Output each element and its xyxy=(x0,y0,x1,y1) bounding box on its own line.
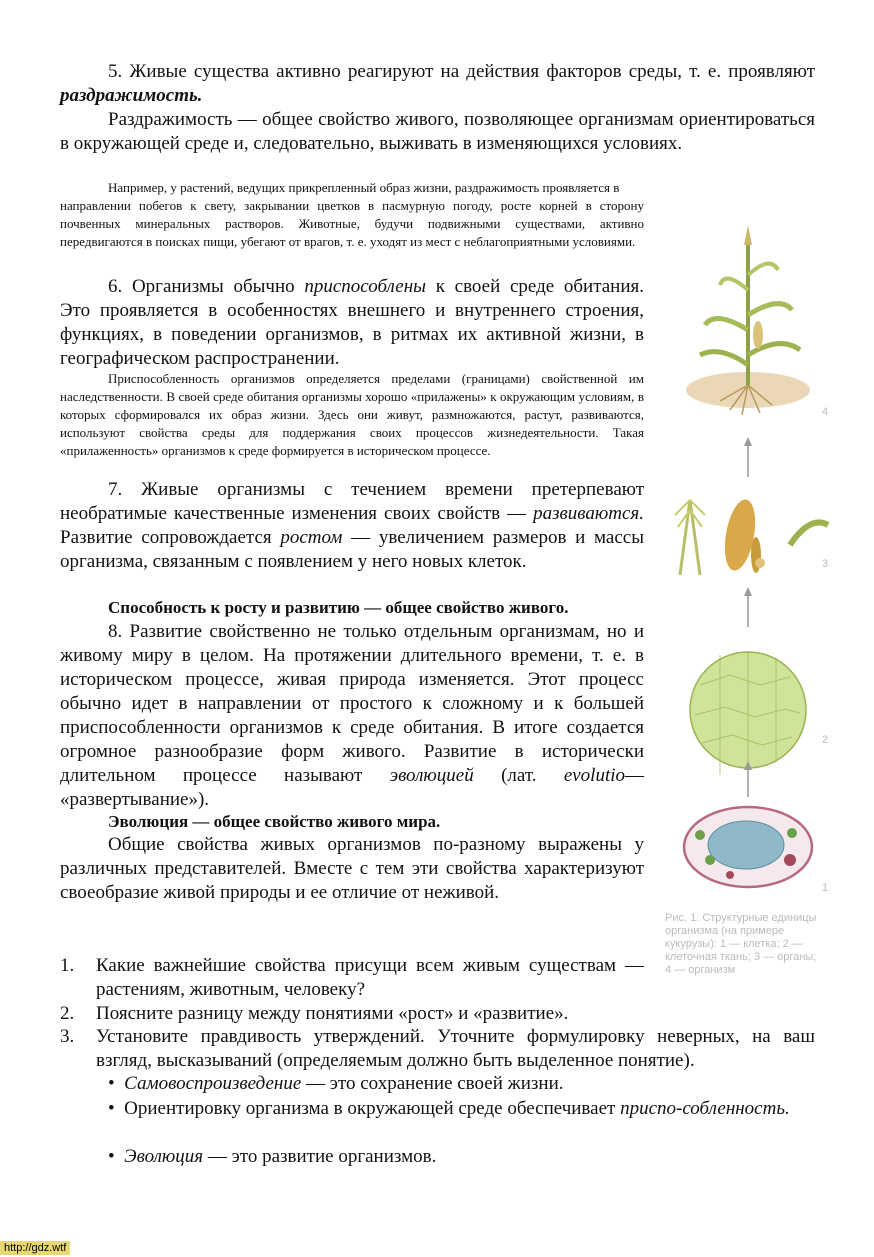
arrow-up-head xyxy=(744,437,752,446)
p5-text: 5. Живые существа активно реагируют на действия факторов среды, т. е. проявляют xyxy=(108,61,815,82)
cell-illustration xyxy=(684,807,812,887)
question-1 xyxy=(60,954,644,1002)
question-number: 2. xyxy=(60,1003,75,1024)
question-text: Установите правдивость утверждений. Уточните формулировку неверных, на ваш взгляд, высказываний (определяемым должно быть выделенное понятие). xyxy=(96,1026,815,1071)
bullet-1: • Самовоспроизведение — это сохранение своей жизни. xyxy=(108,1073,564,1094)
bullet-term: Эволюция xyxy=(124,1146,204,1167)
question-number: 3. xyxy=(60,1026,75,1047)
bold-statement-growth: Способность к росту и развитию — общее свойство живого. xyxy=(108,598,569,617)
p8-text-a: 8. Развитие свойственно не только отдельным организмам, но и живому миру в целом. На протяжении длительного времени, т. е. в историческом процессе, живая природа изменяется. Этот процесс обычно идет в направлении от простого к сложному и к большей приспособленности организмов к среде обитания. В итоге создается огромное разнообразие форм живого. Развитие в исторически длительном процессе называют xyxy=(60,621,644,786)
small-text-1-rest: направлении побегов к свету, закрывании цветков в пасмурную погоду, росте корней в сторону почвенных минеральных растворов. Животные, будучи подвижными существами, активно передвигаются в поисках пищи, убегают от врагов, т. е. уходят из мест с неблагоприятными условиями. xyxy=(60,198,644,249)
term-evolution: эволюцией xyxy=(389,765,474,786)
tissue-illustration xyxy=(690,652,806,775)
p7-text-c: — увеличением размеров и массы организма, связанным с появлением у него новых клеток. xyxy=(60,527,644,572)
corn-organs-illustration xyxy=(675,497,828,575)
bullet-term: Самовоспроизведение xyxy=(124,1073,302,1094)
watermark-link[interactable]: http://gdz.wtf xyxy=(0,1241,70,1255)
paragraph-general: Общие свойства живых организмов по-разному выражены у различных представителей. Вместе с тем эти свойства характеризуют своеобразие живой природы и ее отличие от неживой. xyxy=(60,834,644,903)
figure-label-2: 2 xyxy=(822,734,829,746)
question-text: Какие важнейшие свойства присущи всем живым существам — растениям, животным, человеку? xyxy=(96,955,644,1000)
p7-text-b: Развитие сопровождается xyxy=(60,527,281,548)
bullet-term: приспо-собленность. xyxy=(620,1098,790,1119)
paragraph-irritability: Раздражимость — общее свойство живого, позволяющее организмам ориентироваться в окружающей среде и, следовательно, выживать в изменяющихся условиях. xyxy=(60,109,815,154)
bullet-text: — это развитие организмов. xyxy=(203,1146,437,1167)
latin-evolutio: evolutio xyxy=(563,765,626,786)
bullet-text: — это сохранение своей жизни. xyxy=(301,1073,564,1094)
arrow-up-head xyxy=(744,587,752,596)
small-text-1-line1: Например, у растений, ведущих прикрепленный образ жизни, раздражимость проявляется в xyxy=(108,180,620,195)
term-growth: ростом xyxy=(280,527,343,548)
paragraph-6 xyxy=(60,275,644,371)
bullet-2: • Ориентировку организма в окружающей среде обеспечивает приспо-собленность. xyxy=(108,1098,790,1119)
small-text-2: Приспособленность организмов определяется пределами (границами) свойственной им наследственности. В своей среде обитания организмы хорошо «прилажены» к окружающим условиям, в которых сформировался их образ жизни. Здесь они живут, размножаются, растут, развиваются, используют свойства среды для поддержания своих процессов жизнедеятельности. Такая «прилаженность» организмов к среде формируется в историческом процессе. xyxy=(60,371,644,458)
figure-caption: Рис. 1. Структурные единицы организма (на примере кукурузы): 1 — клетка; 2 — клеточная ткань; 3 — органы; 4 — организм xyxy=(665,912,817,976)
p8-text-c: — «развертывание»). xyxy=(60,765,645,810)
question-3 xyxy=(60,1025,815,1073)
figure-label-4: 4 xyxy=(822,406,829,418)
paragraph-7 xyxy=(60,478,644,574)
bullet-3: • Эволюция — это развитие организмов. xyxy=(108,1146,437,1167)
term-adapted: приспособлены xyxy=(304,276,427,297)
bullet-text: Ориентировку организма в окружающей среде обеспечивает xyxy=(124,1098,621,1119)
question-text: Поясните разницу между понятиями «рост» и «развитие». xyxy=(96,1003,569,1024)
question-number: 1. xyxy=(60,955,75,976)
figure-label-1: 1 xyxy=(822,882,829,894)
paragraph-8 xyxy=(60,620,644,812)
figure-corn-structure xyxy=(660,215,835,905)
p8-text-b: (лат. xyxy=(473,765,564,786)
corn-plant-illustration xyxy=(686,225,810,415)
p7-text-a: 7. Живые организмы с течением времени претерпевают необратимые качественные изменения своих свойств — xyxy=(60,479,644,524)
bold-statement-evolution: Эволюция — общее свойство живого мира. xyxy=(108,812,441,831)
p6-text-a: 6. Организмы обычно xyxy=(108,276,305,297)
p6-text-b: к своей среде обитания. Это проявляется в особенностях внешнего и внутреннего строения, функциях, в поведении организмов, в ритмах их активной жизни, в географическом распространении. xyxy=(60,276,644,369)
term-develop: развиваются. xyxy=(533,503,644,524)
question-2 xyxy=(60,1002,815,1026)
paragraph-5 xyxy=(60,60,815,108)
term-irritability: раздражимость. xyxy=(60,85,203,106)
figure-label-3: 3 xyxy=(822,558,829,570)
